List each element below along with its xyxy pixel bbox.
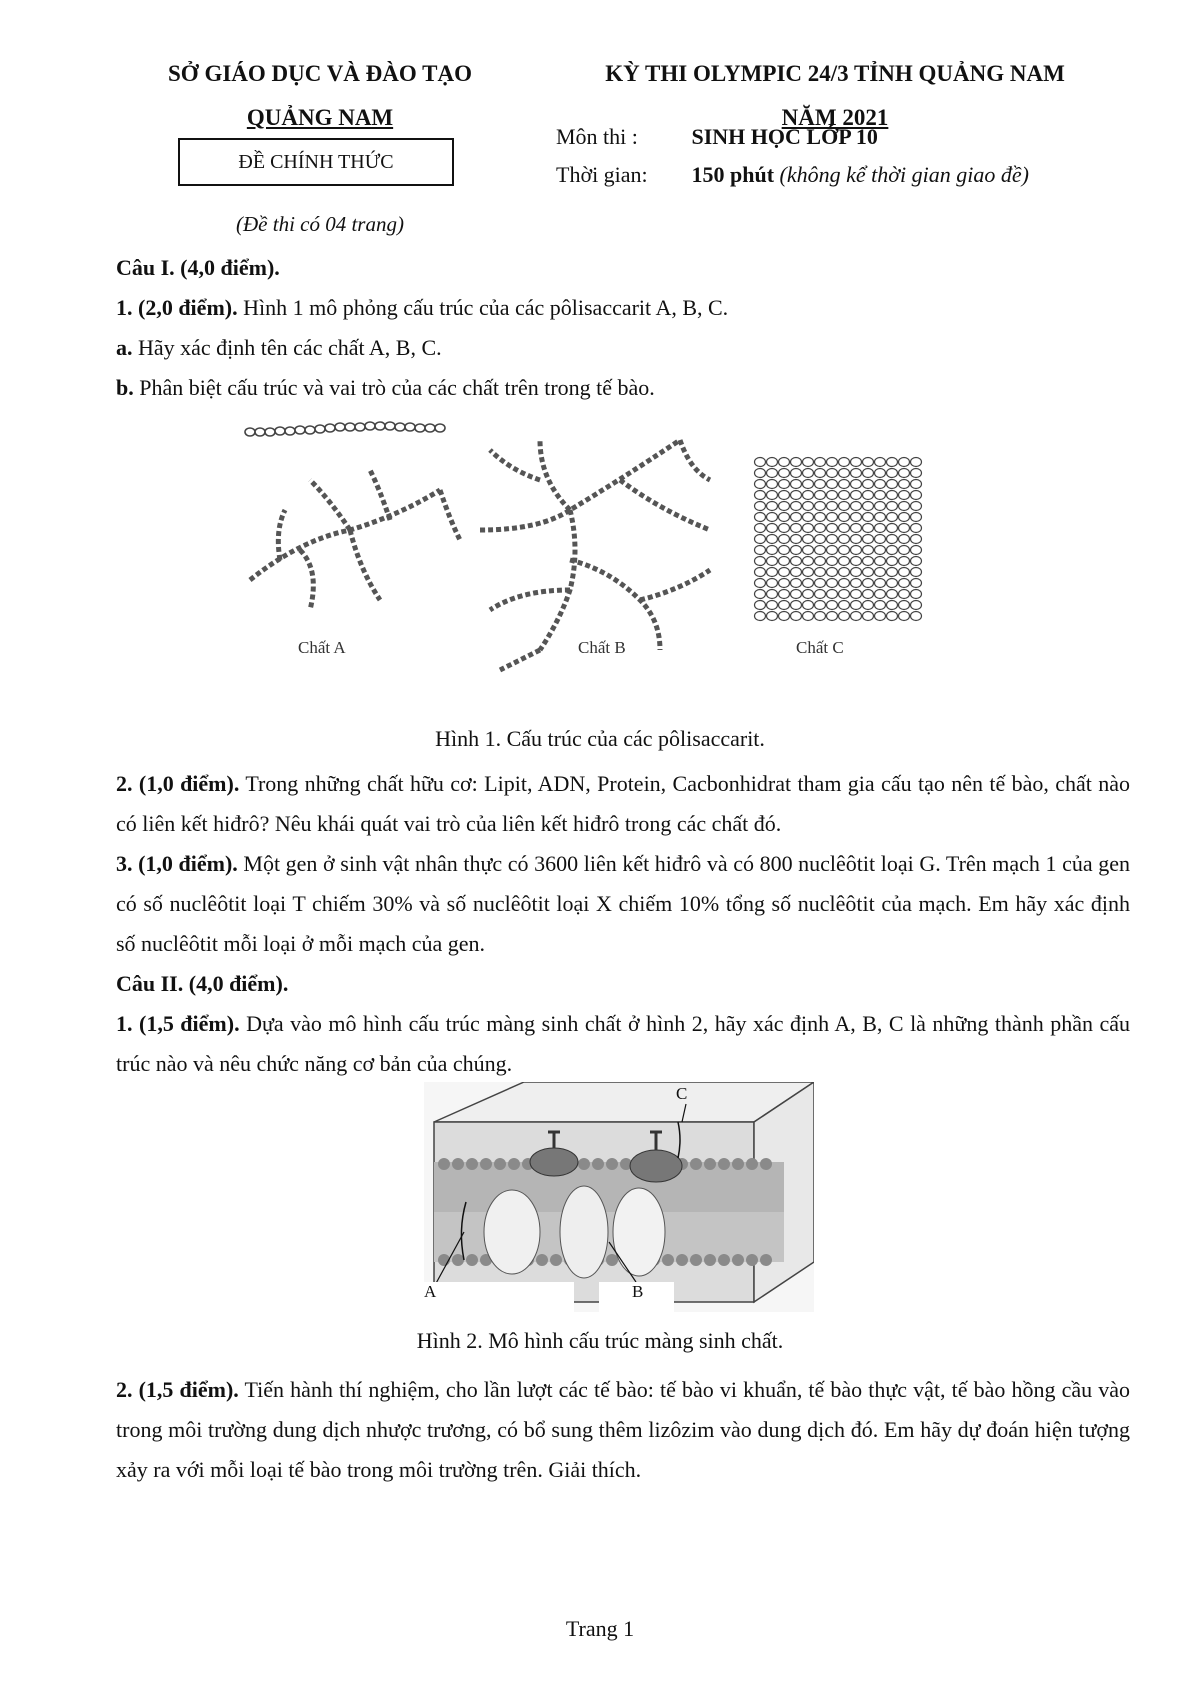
glucose-unit <box>863 546 874 555</box>
glucose-unit <box>875 458 886 467</box>
glucose-unit <box>851 469 862 478</box>
subject-label: Môn thi : <box>556 124 638 149</box>
glucose-unit <box>875 579 886 588</box>
glucose-unit <box>755 502 766 511</box>
glucose-unit <box>815 458 826 467</box>
glucose-unit <box>827 590 838 599</box>
glucose-unit <box>839 601 850 610</box>
time-row <box>556 162 1029 188</box>
glucose-unit <box>827 524 838 533</box>
glucose-unit <box>767 601 778 610</box>
fig1-label-a: Chất A <box>298 638 346 657</box>
glucose-unit <box>875 524 886 533</box>
fig2-label-b: B <box>632 1282 644 1301</box>
glucose-unit <box>791 513 802 522</box>
amylose-chain-drawing <box>245 422 445 436</box>
glucose-unit <box>803 469 814 478</box>
glucose-unit <box>851 480 862 489</box>
time-note: (không kể thời gian giao đề) <box>779 162 1029 187</box>
glucose-unit <box>791 480 802 489</box>
glucose-unit <box>803 601 814 610</box>
glucose-unit <box>803 524 814 533</box>
glucose-unit <box>839 568 850 577</box>
q2-part2: 2. (1,5 điểm). Tiến hành thí nghiệm, cho lần lượt các tế bào: tế bào vi khuẩn, tế bào thực vật, tế bào hồng cầu vào trong môi trường dung dịch nhược trương, có bổ sung thêm lizôzim vào dung dịch đó. Em hãy dự đoán hiện tượng xảy ra với mỗi loại tế bào trong môi trường trên. Giải thích. <box>116 1377 1130 1482</box>
glucose-unit <box>803 557 814 566</box>
figure-2-caption: Hình 2. Mô hình cấu trúc màng sinh chất. <box>416 1328 784 1353</box>
glucose-unit <box>887 491 898 500</box>
glucose-unit <box>911 546 922 555</box>
glucose-unit <box>851 458 862 467</box>
glucose-unit <box>839 469 850 478</box>
glucose-unit <box>863 524 874 533</box>
glucose-unit <box>863 612 874 621</box>
glucose-unit <box>851 502 862 511</box>
q1-part-a: a. Hãy xác định tên các chất A, B, C. <box>116 335 442 360</box>
glucose-unit <box>767 590 778 599</box>
glucose-unit <box>899 524 910 533</box>
q1-title: Câu I. (4,0 điểm). <box>116 255 280 280</box>
glucose-unit <box>815 601 826 610</box>
q2-part2-block <box>116 1370 1130 1490</box>
org-line-1: SỞ GIÁO DỤC VÀ ĐÀO TẠO <box>168 61 472 86</box>
q1-part1: 1. (2,0 điểm). Hình 1 mô phỏng cấu trúc của các pôlisaccarit A, B, C. <box>116 295 729 320</box>
glycogen-drawing <box>480 440 710 670</box>
glucose-unit <box>827 601 838 610</box>
glucose-unit <box>767 579 778 588</box>
glucose-unit <box>887 612 898 621</box>
glucose-unit <box>863 480 874 489</box>
glucose-unit <box>875 513 886 522</box>
glucose-unit <box>803 579 814 588</box>
glucose-unit <box>827 502 838 511</box>
glucose-unit <box>863 557 874 566</box>
glucose-unit <box>899 546 910 555</box>
glucose-unit <box>815 612 826 621</box>
figure-2-membrane <box>424 1082 814 1312</box>
glucose-unit <box>755 568 766 577</box>
glucose-unit <box>851 568 862 577</box>
glucose-unit <box>815 469 826 478</box>
glucose-unit <box>827 568 838 577</box>
glucose-unit <box>827 579 838 588</box>
glucose-unit <box>911 491 922 500</box>
glucose-unit <box>839 458 850 467</box>
glucose-unit <box>803 612 814 621</box>
glucose-unit <box>851 590 862 599</box>
glucose-unit <box>887 458 898 467</box>
glucose-unit <box>779 469 790 478</box>
time-label: Thời gian: <box>556 162 648 187</box>
org-line-2: QUẢNG NAM <box>246 105 394 130</box>
subject-row <box>556 124 878 150</box>
glucose-unit <box>851 535 862 544</box>
glucose-unit <box>755 612 766 621</box>
glucose-unit <box>863 579 874 588</box>
glucose-unit <box>887 480 898 489</box>
glucose-unit <box>779 502 790 511</box>
glucose-unit <box>803 513 814 522</box>
glucose-unit <box>899 612 910 621</box>
glucose-unit <box>875 546 886 555</box>
glucose-unit <box>815 568 826 577</box>
glucose-unit <box>851 557 862 566</box>
glucose-unit <box>887 546 898 555</box>
glucose-unit <box>887 557 898 566</box>
glucose-unit <box>851 491 862 500</box>
q1-text <box>116 248 1130 408</box>
glucose-unit <box>863 513 874 522</box>
glucose-unit <box>791 612 802 621</box>
glucose-unit <box>875 480 886 489</box>
glucose-unit <box>791 502 802 511</box>
glucose-unit <box>899 491 910 500</box>
glucose-unit <box>899 469 910 478</box>
glucose-unit <box>863 601 874 610</box>
glucose-unit <box>899 513 910 522</box>
glucose-unit <box>791 469 802 478</box>
official-exam-box: ĐỀ CHÍNH THỨC <box>178 138 454 186</box>
glucose-unit <box>887 535 898 544</box>
glucose-unit <box>911 557 922 566</box>
glucose-unit <box>815 590 826 599</box>
glucose-unit <box>755 535 766 544</box>
glucose-unit <box>839 612 850 621</box>
glucose-unit <box>875 557 886 566</box>
glucose-unit <box>815 513 826 522</box>
glucose-unit <box>779 557 790 566</box>
glucose-unit <box>815 579 826 588</box>
glucose-unit <box>839 491 850 500</box>
glucose-unit <box>767 568 778 577</box>
glucose-unit <box>875 491 886 500</box>
glucose-unit <box>779 524 790 533</box>
glucose-unit <box>767 502 778 511</box>
glucose-unit <box>827 557 838 566</box>
glucose-unit <box>755 557 766 566</box>
glucose-unit <box>791 590 802 599</box>
glucose-unit <box>899 601 910 610</box>
glucose-unit <box>875 612 886 621</box>
glucose-unit <box>815 557 826 566</box>
fig2-label-a: A <box>424 1282 437 1301</box>
glucose-unit <box>767 612 778 621</box>
glucose-unit <box>851 546 862 555</box>
page-count-note: (Đề thi có 04 trang) <box>236 212 404 236</box>
figure-1-caption: Hình 1. Cấu trúc của các pôlisaccarit. <box>435 726 765 751</box>
subject-value: SINH HỌC LỚP 10 <box>691 124 878 149</box>
glucose-unit <box>767 469 778 478</box>
glucose-unit <box>827 491 838 500</box>
fig1-label-c: Chất C <box>796 638 844 657</box>
glucose-unit <box>791 458 802 467</box>
exam-title: KỲ THI OLYMPIC 24/3 TỈNH QUẢNG NAM <box>605 61 1065 86</box>
membrane-drawing <box>424 1082 814 1312</box>
glucose-unit <box>839 579 850 588</box>
glucose-unit <box>875 568 886 577</box>
glucose-unit <box>827 480 838 489</box>
glucose-unit <box>911 524 922 533</box>
glucose-unit <box>803 590 814 599</box>
glucose-unit <box>911 601 922 610</box>
glucose-unit <box>755 491 766 500</box>
glucose-unit <box>791 524 802 533</box>
glucose-unit <box>839 480 850 489</box>
q2-title: Câu II. (4,0 điểm). <box>116 971 289 996</box>
glucose-unit <box>755 513 766 522</box>
glucose-unit <box>779 612 790 621</box>
glucose-unit <box>791 568 802 577</box>
glucose-unit <box>791 546 802 555</box>
glucose-unit <box>755 458 766 467</box>
glucose-unit <box>803 458 814 467</box>
glucose-unit <box>767 458 778 467</box>
q2-part1: 1. (1,5 điểm). Dựa vào mô hình cấu trúc màng sinh chất ở hình 2, hãy xác định A, B, C là những thành phần cấu trúc nào và nêu chức năng cơ bản của chúng. <box>116 1011 1130 1076</box>
glucose-unit <box>815 502 826 511</box>
glucose-unit <box>875 601 886 610</box>
glucose-unit <box>767 480 778 489</box>
glucose-unit <box>779 601 790 610</box>
glucose-unit <box>779 590 790 599</box>
glucose-unit <box>767 491 778 500</box>
glucose-unit <box>887 568 898 577</box>
glucose-unit <box>887 579 898 588</box>
glucose-unit <box>899 480 910 489</box>
glucose-unit <box>803 568 814 577</box>
glucose-unit <box>839 513 850 522</box>
glucose-unit <box>875 469 886 478</box>
glucose-unit <box>827 612 838 621</box>
glucose-unit <box>875 535 886 544</box>
glucose-unit <box>851 513 862 522</box>
glucose-unit <box>827 546 838 555</box>
glucose-unit <box>899 579 910 588</box>
glucose-unit <box>767 535 778 544</box>
glucose-unit <box>911 590 922 599</box>
glucose-unit <box>779 458 790 467</box>
q1-part2: 2. (1,0 điểm). Trong những chất hữu cơ: Lipit, ADN, Protein, Cacbonhidrat tham gia cấu tạo nên tế bào, chất nào có liên kết hiđrô? Nêu khái quát vai trò của liên kết hiđrô trong các chất đó. <box>116 771 1130 836</box>
glucose-unit <box>911 612 922 621</box>
glucose-unit <box>851 524 862 533</box>
glucose-unit <box>779 491 790 500</box>
time-value: 150 phút <box>691 162 775 187</box>
glucose-unit <box>767 513 778 522</box>
amylopectin-drawing <box>250 470 460 610</box>
glucose-unit <box>911 535 922 544</box>
glucose-unit <box>911 502 922 511</box>
glucose-unit <box>779 568 790 577</box>
glucose-unit <box>887 590 898 599</box>
glucose-unit <box>827 513 838 522</box>
glucose-unit <box>767 524 778 533</box>
glucose-unit <box>755 546 766 555</box>
glucose-unit <box>899 568 910 577</box>
glucose-unit <box>863 491 874 500</box>
glucose-unit <box>767 546 778 555</box>
glucose-unit <box>791 601 802 610</box>
glucose-unit <box>803 546 814 555</box>
glucose-unit <box>827 535 838 544</box>
glucose-unit <box>803 502 814 511</box>
glucose-unit <box>863 590 874 599</box>
glucose-unit <box>875 502 886 511</box>
glucose-unit <box>767 557 778 566</box>
glucose-unit <box>887 502 898 511</box>
glucose-unit <box>863 458 874 467</box>
glucose-unit <box>791 557 802 566</box>
glucose-unit <box>791 579 802 588</box>
glucose-unit <box>911 513 922 522</box>
glucose-unit <box>791 491 802 500</box>
glucose-unit <box>815 524 826 533</box>
cellulose-drawing <box>760 460 920 620</box>
glucose-unit <box>911 458 922 467</box>
glucose-unit <box>911 480 922 489</box>
glucose-unit <box>815 546 826 555</box>
q1-q2-text <box>116 764 1130 1084</box>
glucose-unit <box>803 480 814 489</box>
glucose-unit <box>803 491 814 500</box>
glucose-unit <box>851 601 862 610</box>
cellulose-grid <box>755 458 922 621</box>
fig2-label-c: C <box>676 1084 688 1103</box>
glucose-unit <box>839 590 850 599</box>
glucose-unit <box>755 601 766 610</box>
glucose-unit <box>899 502 910 511</box>
glucose-unit <box>863 535 874 544</box>
glucose-unit <box>827 458 838 467</box>
q1-part-b: b. Phân biệt cấu trúc và vai trò của các chất trên trong tế bào. <box>116 375 655 400</box>
glucose-unit <box>791 535 802 544</box>
glucose-unit <box>779 546 790 555</box>
glucose-unit <box>899 458 910 467</box>
glucose-unit <box>755 524 766 533</box>
glucose-unit <box>839 524 850 533</box>
glucose-unit <box>827 469 838 478</box>
glucose-unit <box>899 590 910 599</box>
glucose-unit <box>887 469 898 478</box>
header-left <box>130 52 510 140</box>
glucose-unit <box>779 535 790 544</box>
glucose-unit <box>875 590 886 599</box>
glucose-unit <box>803 535 814 544</box>
glucose-unit <box>815 535 826 544</box>
glucose-unit <box>779 480 790 489</box>
glucose-unit <box>899 535 910 544</box>
glucose-unit <box>863 502 874 511</box>
q1-part3: 3. (1,0 điểm). Một gen ở sinh vật nhân thực có 3600 liên kết hiđrô và có 800 nuclêôtit loại G. Trên mạch 1 của gen có số nuclêôtit loại T chiếm 30% và số nuclêôtit loại X chiếm 10% tổng số nuclêôtit của mạch. Em hãy xác định số nuclêôtit mỗi loại ở mỗi mạch của gen. <box>116 851 1131 956</box>
glucose-unit <box>911 469 922 478</box>
glucose-unit <box>839 546 850 555</box>
glucose-unit <box>839 557 850 566</box>
glucose-unit <box>863 469 874 478</box>
glucose-unit <box>863 568 874 577</box>
glucose-unit <box>755 590 766 599</box>
glucose-unit <box>899 557 910 566</box>
glucose-unit <box>779 579 790 588</box>
glucose-unit <box>911 568 922 577</box>
glucose-unit <box>755 469 766 478</box>
glucose-unit <box>887 601 898 610</box>
glucose-unit <box>851 612 862 621</box>
glucose-unit <box>755 480 766 489</box>
glucose-unit <box>815 491 826 500</box>
glucose-unit <box>779 513 790 522</box>
exam-year: NĂM 2021 <box>781 105 889 130</box>
glucose-unit <box>839 535 850 544</box>
figure-1-polysaccharides <box>240 420 1000 720</box>
glucose-unit <box>887 513 898 522</box>
page-footer: Trang 1 <box>565 1616 635 1641</box>
glucose-unit <box>815 480 826 489</box>
glucose-unit <box>839 502 850 511</box>
fig1-label-b: Chất B <box>578 638 626 657</box>
glucose-unit <box>755 579 766 588</box>
glucose-unit <box>887 524 898 533</box>
glucose-unit <box>851 579 862 588</box>
glucose-unit <box>911 579 922 588</box>
